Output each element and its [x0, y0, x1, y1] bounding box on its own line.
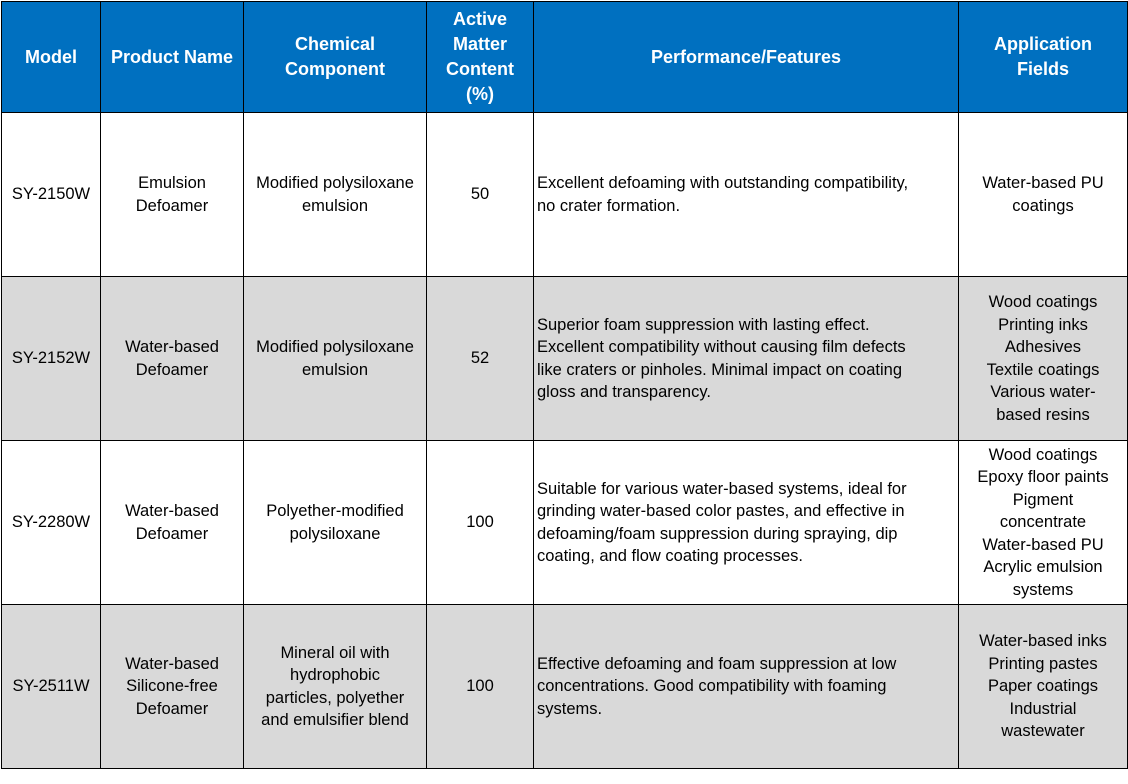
cell-application-fields: Water-based inks Printing pastes Paper coatings Industrial wastewater: [959, 605, 1128, 769]
cell-active-matter-content: 50: [427, 113, 534, 277]
cell-product-name: Water-based Defoamer: [101, 441, 244, 605]
header-row: [2, 2, 1128, 113]
cell-chemical-component: Modified polysiloxane emulsion: [244, 113, 427, 277]
cell-application-fields: Wood coatings Printing inks Adhesives Textile coatings Various water- based resins: [959, 277, 1128, 441]
cell-chemical-component: Polyether-modified polysiloxane: [244, 441, 427, 605]
table-row: [2, 605, 1128, 769]
table-row: [2, 113, 1128, 277]
table-row: [2, 441, 1128, 605]
cell-active-matter-content: 100: [427, 441, 534, 605]
cell-product-name: Emulsion Defoamer: [101, 113, 244, 277]
header-product-name: Product Name: [101, 2, 244, 113]
header-chemical-component: Chemical Component: [244, 2, 427, 113]
cell-active-matter-content: 52: [427, 277, 534, 441]
header-active-matter-content: Active Matter Content (%): [427, 2, 534, 113]
table-row: [2, 277, 1128, 441]
cell-performance-features: Excellent defoaming with outstanding compatibility, no crater formation.: [534, 113, 959, 277]
cell-model: SY-2150W: [2, 113, 101, 277]
cell-model: SY-2280W: [2, 441, 101, 605]
cell-model: SY-2152W: [2, 277, 101, 441]
cell-application-fields: Wood coatings Epoxy floor paints Pigment concentrate Water-based PU Acrylic emulsion systems: [959, 441, 1128, 605]
header-application-fields: Application Fields: [959, 2, 1128, 113]
cell-product-name: Water-based Silicone-free Defoamer: [101, 605, 244, 769]
cell-chemical-component: Mineral oil with hydrophobic particles, polyether and emulsifier blend: [244, 605, 427, 769]
cell-application-fields: Water-based PU coatings: [959, 113, 1128, 277]
header-model: Model: [2, 2, 101, 113]
header-performance-features: Performance/Features: [534, 2, 959, 113]
product-spec-table: [1, 1, 1128, 769]
cell-product-name: Water-based Defoamer: [101, 277, 244, 441]
table-body: [2, 113, 1128, 769]
cell-chemical-component: Modified polysiloxane emulsion: [244, 277, 427, 441]
cell-performance-features: Effective defoaming and foam suppression at low concentrations. Good compatibility with foaming systems.: [534, 605, 959, 769]
cell-performance-features: Suitable for various water-based systems, ideal for grinding water-based color pastes, and effective in defoaming/foam suppression during spraying, dip coating, and flow coating processes.: [534, 441, 959, 605]
cell-active-matter-content: 100: [427, 605, 534, 769]
cell-model: SY-2511W: [2, 605, 101, 769]
cell-performance-features: Superior foam suppression with lasting effect. Excellent compatibility without causing film defects like craters or pinholes. Minimal impact on coating gloss and transparency.: [534, 277, 959, 441]
